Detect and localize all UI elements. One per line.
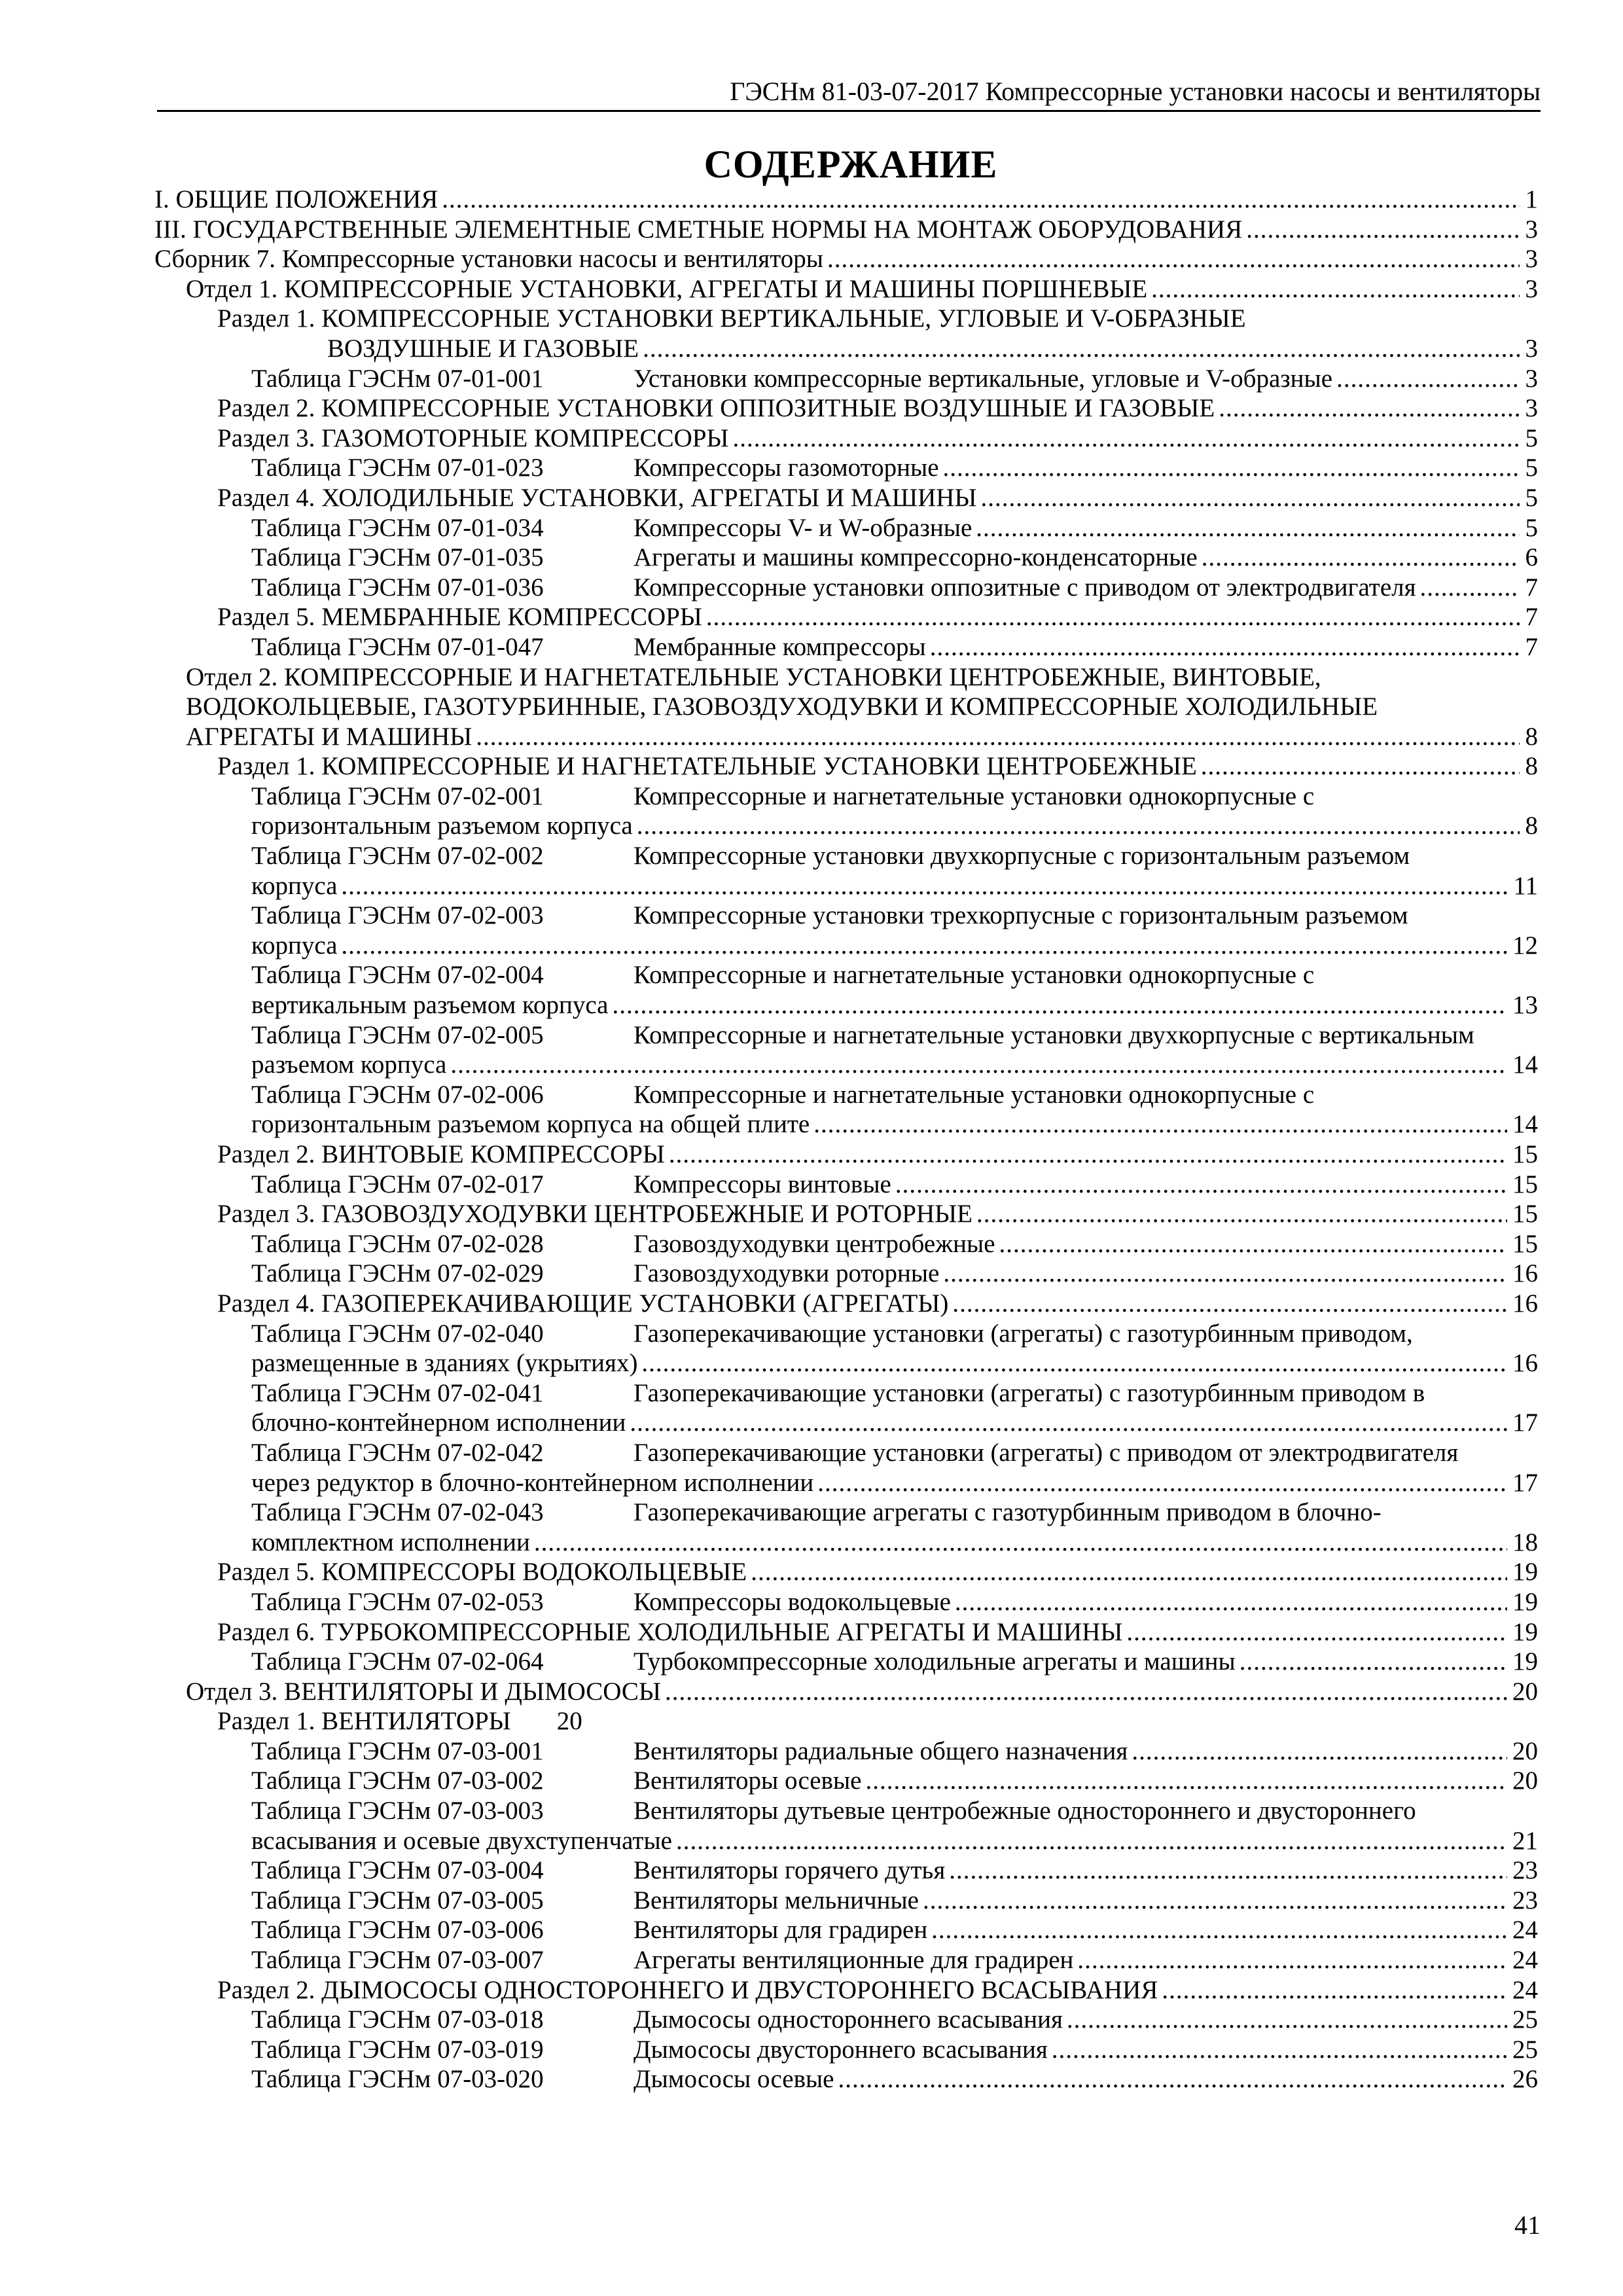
toc-page-number: 15 bbox=[1512, 1170, 1538, 1198]
toc-entry-text: Установки компрессорные вертикальные, угловые и V-образные bbox=[633, 364, 1333, 393]
toc-entry[interactable] bbox=[154, 1975, 1538, 2005]
toc-leader-dots bbox=[1219, 393, 1520, 423]
toc-page-number: 7 bbox=[1525, 573, 1538, 601]
toc-page-number: 17 bbox=[1512, 1468, 1538, 1497]
toc-leader-dots bbox=[1126, 1617, 1507, 1647]
toc-entry-text: Газоперекачивающие агрегаты с газотурбинным приводом в блочно- bbox=[633, 1498, 1382, 1527]
toc-leader-dots bbox=[943, 1259, 1507, 1289]
toc-table-entry[interactable] bbox=[154, 1319, 1538, 1349]
toc-entry-text: Турбокомпрессорные холодильные агрегаты и машины bbox=[633, 1647, 1236, 1676]
toc-entry-text: Вентиляторы горячего дутья bbox=[633, 1856, 946, 1885]
toc-entry-text: Дымососы двустороннего всасывания bbox=[633, 2035, 1048, 2064]
toc-table-entry[interactable] bbox=[154, 543, 1538, 573]
toc-page-number: 13 bbox=[1512, 991, 1538, 1020]
toc-entry-text: ВОДОКОЛЬЦЕВЫЕ, ГАЗОТУРБИННЫЕ, ГАЗОВОЗДУХОДУВКИ И КОМПРЕССОРНЫЕ ХОЛОДИЛЬНЫЕ bbox=[186, 692, 1378, 721]
toc-leader-dots bbox=[943, 453, 1520, 483]
toc-leader-dots bbox=[630, 1408, 1507, 1438]
toc-entry-text: Отдел 2. КОМПРЕССОРНЫЕ И НАГНЕТАТЕЛЬНЫЕ УСТАНОВКИ ЦЕНТРОБЕЖНЫЕ, ВИНТОВЫЕ, bbox=[186, 662, 1321, 691]
toc-entry[interactable] bbox=[154, 423, 1538, 454]
toc-page-number: 20 bbox=[1512, 1736, 1538, 1765]
toc-table-code: Таблица ГЭСНм 07-01-035 bbox=[251, 543, 544, 572]
toc-leader-dots bbox=[1151, 274, 1520, 304]
toc-page-number: 19 bbox=[1512, 1587, 1538, 1616]
toc-table-code: Таблица ГЭСНм 07-02-029 bbox=[251, 1259, 544, 1288]
toc-entry-text: Раздел 1. КОМПРЕССОРНЫЕ И НАГНЕТАТЕЛЬНЫЕ УСТАНОВКИ ЦЕНТРОБЕЖНЫЕ bbox=[217, 752, 1197, 781]
toc-leader-dots bbox=[341, 871, 1508, 901]
toc-table-code: Таблица ГЭСНм 07-03-003 bbox=[251, 1797, 544, 1825]
toc-entry-text: Газоперекачивающие установки (агрегаты) с газотурбинным приводом, bbox=[633, 1319, 1413, 1348]
toc-entry[interactable] bbox=[154, 1617, 1538, 1647]
toc-entry-text: Раздел 1. КОМПРЕССОРНЫЕ УСТАНОВКИ ВЕРТИКАЛЬНЫЕ, УГЛОВЫЕ И V-ОБРАЗНЫЕ bbox=[217, 304, 1246, 333]
toc-table-code: Таблица ГЭСНм 07-02-040 bbox=[251, 1319, 544, 1348]
toc-leader-dots bbox=[665, 1677, 1507, 1707]
toc-table-code: Таблица ГЭСНм 07-02-042 bbox=[251, 1438, 544, 1467]
toc-entry-text: Газовоздуходувки центробежные bbox=[633, 1229, 995, 1258]
toc-page-number: 18 bbox=[1512, 1528, 1538, 1556]
toc-page-number: 20 bbox=[556, 1707, 582, 1736]
toc-leader-dots bbox=[980, 483, 1520, 513]
toc-table-code: Таблица ГЭСНм 07-02-002 bbox=[251, 842, 544, 870]
toc-entry-text: Раздел 2. КОМПРЕССОРНЫЕ УСТАНОВКИ ОППОЗИТНЫЕ ВОЗДУШНЫЕ И ГАЗОВЫЕ bbox=[217, 394, 1215, 423]
toc-entry[interactable] bbox=[154, 662, 1538, 692]
table-of-contents bbox=[154, 185, 1538, 2094]
toc-entry-text: Раздел 4. ГАЗОПЕРЕКАЧИВАЮЩИЕ УСТАНОВКИ (АГРЕГАТЫ) bbox=[217, 1289, 949, 1318]
toc-page-number: 5 bbox=[1525, 513, 1538, 542]
toc-entry-text: корпуса bbox=[251, 931, 338, 960]
toc-page-number: 15 bbox=[1512, 1200, 1538, 1229]
toc-entry-text: Вентиляторы для градирен bbox=[633, 1916, 928, 1945]
toc-table-code: Таблица ГЭСНм 07-02-017 bbox=[251, 1170, 544, 1198]
toc-entry[interactable] bbox=[154, 334, 1538, 364]
toc-table-entry[interactable] bbox=[154, 901, 1538, 931]
toc-table-code: Таблица ГЭСНм 07-02-001 bbox=[251, 781, 544, 810]
toc-leader-dots bbox=[1052, 2035, 1507, 2065]
toc-table-entry[interactable] bbox=[154, 841, 1538, 871]
toc-table-entry[interactable] bbox=[154, 2035, 1538, 2065]
toc-leader-dots bbox=[952, 1289, 1507, 1319]
toc-entry[interactable] bbox=[154, 931, 1538, 961]
toc-table-code: Таблица ГЭСНм 07-01-036 bbox=[251, 573, 544, 601]
toc-leader-dots bbox=[1201, 751, 1520, 781]
toc-table-code: Таблица ГЭСНм 07-03-001 bbox=[251, 1736, 544, 1765]
toc-leader-dots bbox=[955, 1587, 1507, 1617]
toc-entry[interactable] bbox=[154, 393, 1538, 423]
toc-entry-text: Раздел 3. ГАЗОВОЗДУХОДУВКИ ЦЕНТРОБЕЖНЫЕ И РОТОРНЫЕ bbox=[217, 1200, 972, 1229]
toc-entry[interactable] bbox=[154, 811, 1538, 841]
toc-entry[interactable] bbox=[154, 215, 1538, 245]
toc-table-entry[interactable] bbox=[154, 1229, 1538, 1259]
toc-entry[interactable] bbox=[154, 1109, 1538, 1139]
toc-table-code: Таблица ГЭСНм 07-02-043 bbox=[251, 1498, 544, 1527]
toc-page-number: 15 bbox=[1512, 1140, 1538, 1168]
toc-page-number: 8 bbox=[1525, 752, 1538, 781]
toc-page-number: 25 bbox=[1512, 2035, 1538, 2064]
toc-table-code: Таблица ГЭСНм 07-02-053 bbox=[251, 1587, 544, 1616]
toc-entry[interactable] bbox=[154, 1408, 1538, 1438]
toc-entry-text: Раздел 4. ХОЛОДИЛЬНЫЕ УСТАНОВКИ, АГРЕГАТЫ И МАШИНЫ bbox=[217, 483, 977, 512]
toc-page-number: 16 bbox=[1512, 1349, 1538, 1378]
toc-leader-dots bbox=[341, 931, 1507, 961]
toc-entry[interactable] bbox=[154, 483, 1538, 513]
toc-leader-dots bbox=[442, 185, 1520, 215]
toc-entry-text: Дымососы одностороннего всасывания bbox=[633, 2005, 1063, 2034]
toc-entry-text: Раздел 5. КОМПРЕССОРЫ ВОДОКОЛЬЦЕВЫЕ bbox=[217, 1558, 747, 1587]
toc-entry-text: Компрессоры V- и W-образные bbox=[633, 513, 972, 542]
toc-page-number: 17 bbox=[1512, 1408, 1538, 1437]
toc-table-code: Таблица ГЭСНм 07-02-004 bbox=[251, 961, 544, 990]
toc-table-entry[interactable] bbox=[154, 632, 1538, 662]
header-rule bbox=[157, 110, 1541, 112]
toc-table-code: Таблица ГЭСНм 07-03-019 bbox=[251, 2035, 544, 2064]
toc-leader-dots bbox=[732, 423, 1520, 454]
toc-table-entry[interactable] bbox=[154, 1915, 1538, 1945]
toc-table-entry[interactable] bbox=[154, 1647, 1538, 1677]
toc-page-number: 3 bbox=[1525, 364, 1538, 393]
toc-page-number: 3 bbox=[1525, 334, 1538, 363]
toc-leader-dots bbox=[1132, 1736, 1507, 1767]
toc-page-number: 23 bbox=[1512, 1856, 1538, 1885]
toc-page-number: 7 bbox=[1525, 603, 1538, 632]
toc-entry[interactable] bbox=[154, 602, 1538, 632]
toc-entry[interactable] bbox=[154, 1348, 1538, 1378]
toc-entry[interactable] bbox=[154, 1468, 1538, 1498]
toc-table-entry[interactable] bbox=[154, 960, 1538, 990]
toc-table-entry[interactable] bbox=[154, 513, 1538, 543]
toc-page-number: 5 bbox=[1525, 423, 1538, 452]
toc-table-entry[interactable] bbox=[154, 1945, 1538, 1975]
toc-page-number: 5 bbox=[1525, 483, 1538, 512]
toc-page-number: 19 bbox=[1512, 1617, 1538, 1646]
toc-table-entry[interactable] bbox=[154, 1259, 1538, 1289]
toc-entry[interactable] bbox=[154, 1826, 1538, 1856]
toc-entry-text: Дымососы осевые bbox=[633, 2065, 834, 2094]
toc-leader-dots bbox=[534, 1528, 1507, 1558]
toc-entry-text: всасывания и осевые двухступенчатые bbox=[251, 1826, 672, 1855]
toc-entry-text: корпуса bbox=[251, 871, 338, 900]
page-number: 41 bbox=[1514, 2210, 1541, 2240]
toc-entry-text: Вентиляторы мельничные bbox=[633, 1886, 919, 1914]
toc-table-entry[interactable] bbox=[154, 1766, 1538, 1796]
toc-page-number: 3 bbox=[1525, 394, 1538, 423]
toc-page-number: 6 bbox=[1525, 543, 1538, 572]
toc-entry-text: блочно-контейнерном исполнении bbox=[251, 1408, 626, 1437]
toc-leader-dots bbox=[1202, 543, 1520, 573]
toc-leader-dots bbox=[865, 1766, 1507, 1796]
toc-entry[interactable] bbox=[154, 1199, 1538, 1229]
toc-page-number: 24 bbox=[1512, 1975, 1538, 2004]
toc-table-entry[interactable] bbox=[154, 1856, 1538, 1886]
toc-entry-text: Мембранные компрессоры bbox=[633, 632, 926, 661]
toc-leader-dots bbox=[895, 1170, 1507, 1200]
toc-entry[interactable] bbox=[154, 274, 1538, 304]
toc-page-number: 3 bbox=[1525, 215, 1538, 243]
toc-entry-text: Раздел 6. ТУРБОКОМПРЕССОРНЫЕ ХОЛОДИЛЬНЫЕ АГРЕГАТЫ И МАШИНЫ bbox=[217, 1617, 1123, 1646]
toc-table-code: Таблица ГЭСНм 07-02-041 bbox=[251, 1378, 544, 1407]
toc-page-number: 25 bbox=[1512, 2005, 1538, 2034]
toc-table-entry[interactable] bbox=[154, 1886, 1538, 1916]
toc-leader-dots bbox=[1077, 1945, 1507, 1975]
toc-leader-dots bbox=[706, 602, 1520, 632]
toc-table-code: Таблица ГЭСНм 07-01-001 bbox=[251, 364, 544, 393]
toc-entry[interactable] bbox=[154, 871, 1538, 901]
toc-entry-text: Отдел 1. КОМПРЕССОРНЫЕ УСТАНОВКИ, АГРЕГАТЫ И МАШИНЫ ПОРШНЕВЫЕ bbox=[186, 274, 1148, 303]
toc-table-code: Таблица ГЭСНм 07-03-004 bbox=[251, 1856, 544, 1885]
toc-leader-dots bbox=[838, 2064, 1507, 2094]
toc-entry-text: Вентиляторы радиальные общего назначения bbox=[633, 1736, 1128, 1765]
toc-entry[interactable] bbox=[154, 722, 1538, 752]
toc-entry-text: Компрессоры винтовые bbox=[633, 1170, 891, 1198]
toc-entry-text: ВОЗДУШНЫЕ И ГАЗОВЫЕ bbox=[327, 334, 639, 363]
toc-table-entry[interactable] bbox=[154, 2064, 1538, 2094]
toc-table-code: Таблица ГЭСНм 07-02-028 bbox=[251, 1229, 544, 1258]
toc-table-entry[interactable] bbox=[154, 1587, 1538, 1617]
toc-entry-text: Компрессорные установки двухкорпусные с горизонтальным разъемом bbox=[633, 842, 1410, 870]
toc-page-number: 7 bbox=[1525, 632, 1538, 661]
toc-entry-text: Компрессорные и нагнетательные установки однокорпусные с bbox=[633, 961, 1315, 990]
toc-leader-dots bbox=[930, 632, 1520, 662]
toc-page-number: 12 bbox=[1512, 931, 1538, 960]
toc-entry[interactable] bbox=[154, 304, 1538, 334]
toc-entry-text: Раздел 5. МЕМБРАННЫЕ КОМПРЕССОРЫ bbox=[217, 603, 702, 632]
toc-entry-text: III. ГОСУДАРСТВЕННЫЕ ЭЛЕМЕНТНЫЕ СМЕТНЫЕ НОРМЫ НА МОНТАЖ ОБОРУДОВАНИЯ bbox=[154, 215, 1243, 243]
toc-page-number: 16 bbox=[1512, 1289, 1538, 1318]
toc-entry[interactable] bbox=[154, 1528, 1538, 1558]
toc-leader-dots bbox=[1067, 2005, 1507, 2035]
toc-table-entry[interactable] bbox=[154, 2005, 1538, 2035]
toc-page-number: 19 bbox=[1512, 1647, 1538, 1676]
toc-table-entry[interactable] bbox=[154, 1498, 1538, 1528]
toc-table-entry[interactable] bbox=[154, 1378, 1538, 1408]
toc-entry-text: АГРЕГАТЫ И МАШИНЫ bbox=[186, 722, 473, 751]
toc-leader-dots bbox=[641, 1348, 1507, 1378]
toc-entry[interactable] bbox=[154, 1677, 1538, 1707]
toc-entry-text: Газоперекачивающие установки (агрегаты) с газотурбинным приводом в bbox=[633, 1378, 1425, 1407]
toc-entry-text: разъемом корпуса bbox=[251, 1050, 447, 1079]
toc-entry-text: Сборник 7. Компрессорные установки насосы и вентиляторы bbox=[154, 245, 823, 274]
toc-table-entry[interactable] bbox=[154, 1796, 1538, 1826]
toc-entry-text: через редуктор в блочно-контейнерном исполнении bbox=[251, 1468, 814, 1497]
toc-page-number: 5 bbox=[1525, 454, 1538, 482]
toc-table-code: Таблица ГЭСНм 07-03-006 bbox=[251, 1916, 544, 1945]
toc-page-number: 24 bbox=[1512, 1916, 1538, 1945]
toc-leader-dots bbox=[450, 1050, 1507, 1080]
toc-leader-dots bbox=[643, 334, 1520, 364]
toc-entry[interactable] bbox=[154, 1289, 1538, 1319]
running-header: ГЭСНм 81-03-07-2017 Компрессорные установки насосы и вентиляторы bbox=[730, 77, 1541, 106]
toc-leader-dots bbox=[949, 1856, 1507, 1886]
toc-table-code: Таблица ГЭСНм 07-02-003 bbox=[251, 901, 544, 930]
toc-entry-text: Агрегаты вентиляционные для градирен bbox=[633, 1946, 1074, 1975]
toc-entry[interactable] bbox=[154, 1706, 1538, 1736]
toc-entry-text: Отдел 3. ВЕНТИЛЯТОРЫ И ДЫМОСОСЫ bbox=[186, 1677, 661, 1706]
toc-leader-dots bbox=[931, 1915, 1507, 1945]
toc-table-code: Таблица ГЭСНм 07-03-002 bbox=[251, 1767, 544, 1795]
toc-entry-text: Компрессорные установки оппозитные с приводом от электродвигателя bbox=[633, 573, 1416, 601]
toc-page-number: 14 bbox=[1512, 1050, 1538, 1079]
toc-entry-text: комплектном исполнении bbox=[251, 1528, 530, 1556]
toc-entry[interactable] bbox=[154, 692, 1538, 722]
toc-table-code: Таблица ГЭСНм 07-03-020 bbox=[251, 2065, 544, 2094]
toc-entry-text: Газоперекачивающие установки (агрегаты) с приводом от электродвигателя bbox=[633, 1438, 1459, 1467]
toc-entry-text: Компрессоры водокольцевые bbox=[633, 1587, 951, 1616]
toc-entry[interactable] bbox=[154, 1050, 1538, 1080]
toc-table-entry[interactable] bbox=[154, 1438, 1538, 1468]
toc-leader-dots bbox=[612, 990, 1507, 1020]
toc-leader-dots bbox=[476, 722, 1520, 752]
toc-table-code: Таблица ГЭСНм 07-03-005 bbox=[251, 1886, 544, 1914]
toc-leader-dots bbox=[1336, 364, 1520, 394]
toc-page-number: 15 bbox=[1512, 1229, 1538, 1258]
toc-leader-dots bbox=[1246, 215, 1520, 245]
toc-page-number: 24 bbox=[1512, 1946, 1538, 1975]
toc-entry-text: I. ОБЩИЕ ПОЛОЖЕНИЯ bbox=[154, 185, 438, 213]
toc-entry-text: Газовоздуходувки роторные bbox=[633, 1259, 940, 1288]
toc-leader-dots bbox=[813, 1109, 1507, 1139]
toc-entry[interactable] bbox=[154, 1139, 1538, 1170]
toc-entry-text: Компрессоры газомоторные bbox=[633, 454, 939, 482]
toc-table-code: Таблица ГЭСНм 07-03-018 bbox=[251, 2005, 544, 2034]
toc-page-number: 20 bbox=[1512, 1767, 1538, 1795]
toc-table-code: Таблица ГЭСНм 07-01-023 bbox=[251, 454, 544, 482]
toc-entry-text: Раздел 3. ГАЗОМОТОРНЫЕ КОМПРЕССОРЫ bbox=[217, 423, 729, 452]
toc-entry[interactable] bbox=[154, 244, 1538, 274]
toc-page-number: 21 bbox=[1512, 1826, 1538, 1855]
toc-leader-dots bbox=[1162, 1975, 1507, 2005]
toc-leader-dots bbox=[817, 1468, 1507, 1498]
toc-table-code: Таблица ГЭСНм 07-01-047 bbox=[251, 632, 544, 661]
toc-page-number: 8 bbox=[1525, 812, 1538, 840]
toc-page-number: 3 bbox=[1525, 245, 1538, 274]
toc-table-entry[interactable] bbox=[154, 1170, 1538, 1200]
toc-page-number: 1 bbox=[1525, 185, 1538, 213]
toc-table-entry[interactable] bbox=[154, 1020, 1538, 1050]
toc-page-number: 8 bbox=[1525, 722, 1538, 751]
toc-table-code: Таблица ГЭСНм 07-01-034 bbox=[251, 513, 544, 542]
toc-page-number: 26 bbox=[1512, 2065, 1538, 2094]
toc-leader-dots bbox=[1420, 573, 1520, 603]
toc-leader-dots bbox=[976, 1199, 1507, 1229]
toc-leader-dots bbox=[976, 513, 1520, 543]
toc-entry[interactable] bbox=[154, 990, 1538, 1020]
toc-entry-text: горизонтальным разъемом корпуса bbox=[251, 812, 633, 840]
toc-leader-dots bbox=[669, 1139, 1507, 1170]
toc-table-code: Таблица ГЭСНм 07-02-005 bbox=[251, 1020, 544, 1049]
toc-entry-text: Агрегаты и машины компрессорно-конденсаторные bbox=[633, 543, 1198, 572]
toc-entry-text: Компрессорные и нагнетательные установки двухкорпусные с вертикальным bbox=[633, 1020, 1474, 1049]
toc-leader-dots bbox=[999, 1229, 1507, 1259]
toc-table-code: Таблица ГЭСНм 07-02-064 bbox=[251, 1647, 544, 1676]
toc-page-number: 20 bbox=[1512, 1677, 1538, 1706]
toc-leader-dots bbox=[751, 1557, 1507, 1587]
toc-table-entry[interactable] bbox=[154, 1080, 1538, 1110]
toc-entry-text: Вентиляторы осевые bbox=[633, 1767, 862, 1795]
toc-entry[interactable] bbox=[154, 751, 1538, 781]
toc-page-number: 14 bbox=[1512, 1110, 1538, 1139]
toc-entry-text: Компрессорные и нагнетательные установки однокорпусные с bbox=[633, 781, 1315, 810]
toc-entry-text: Компрессорные и нагнетательные установки однокорпусные с bbox=[633, 1080, 1315, 1109]
toc-entry-text: Компрессорные установки трехкорпусные с горизонтальным разъемом bbox=[633, 901, 1408, 930]
toc-entry-text: Раздел 1. ВЕНТИЛЯТОРЫ bbox=[217, 1707, 511, 1736]
toc-leader-dots bbox=[827, 244, 1520, 274]
toc-entry-text: Раздел 2. ДЫМОСОСЫ ОДНОСТОРОННЕГО И ДВУСТОРОННЕГО ВСАСЫВАНИЯ bbox=[217, 1975, 1158, 2004]
toc-page-number: 11 bbox=[1513, 871, 1538, 900]
toc-table-code: Таблица ГЭСНм 07-02-006 bbox=[251, 1080, 544, 1109]
toc-entry-text: Раздел 2. ВИНТОВЫЕ КОМПРЕССОРЫ bbox=[217, 1140, 665, 1168]
toc-entry-text: размещенные в зданиях (укрытиях) bbox=[251, 1349, 638, 1378]
toc-leader-dots bbox=[1240, 1647, 1507, 1677]
toc-entry[interactable] bbox=[154, 1557, 1538, 1587]
toc-table-entry[interactable] bbox=[154, 573, 1538, 603]
toc-page-number: 16 bbox=[1512, 1259, 1538, 1288]
toc-table-entry[interactable] bbox=[154, 453, 1538, 483]
toc-entry[interactable] bbox=[154, 185, 1538, 215]
toc-entry-text: горизонтальным разъемом корпуса на общей плите bbox=[251, 1110, 810, 1139]
toc-leader-dots bbox=[923, 1886, 1507, 1916]
page-title: СОДЕРЖАНИЕ bbox=[704, 143, 998, 186]
toc-table-entry[interactable] bbox=[154, 781, 1538, 812]
toc-table-code: Таблица ГЭСНм 07-03-007 bbox=[251, 1946, 544, 1975]
toc-table-entry[interactable] bbox=[154, 364, 1538, 394]
toc-entry-text: вертикальным разъемом корпуса bbox=[251, 991, 609, 1020]
toc-leader-dots bbox=[637, 811, 1520, 841]
toc-table-entry[interactable] bbox=[154, 1736, 1538, 1767]
toc-leader-dots bbox=[676, 1826, 1507, 1856]
toc-entry-text: Вентиляторы дутьевые центробежные одностороннего и двустороннего bbox=[633, 1797, 1416, 1825]
toc-page-number: 3 bbox=[1525, 274, 1538, 303]
toc-page-number: 23 bbox=[1512, 1886, 1538, 1914]
toc-page-number: 19 bbox=[1512, 1558, 1538, 1587]
